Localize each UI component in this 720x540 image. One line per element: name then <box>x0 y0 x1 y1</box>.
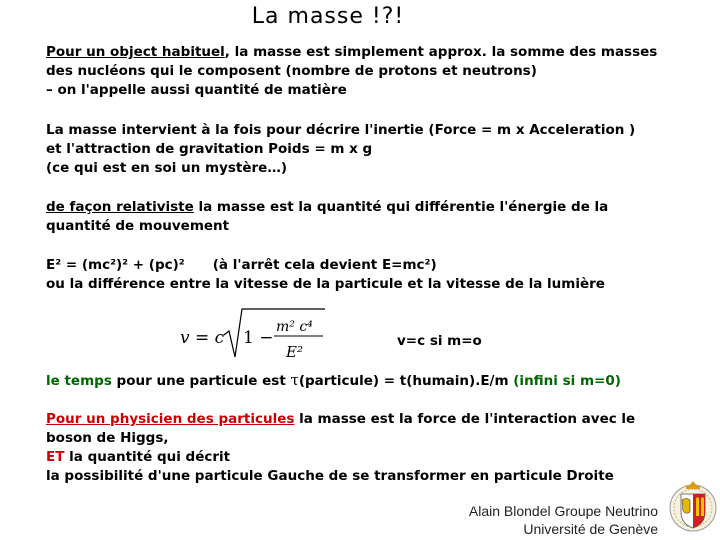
formula-one: 1 − <box>243 328 274 348</box>
formula-lhs: v = c <box>180 328 225 348</box>
tau-symbol: τ <box>290 371 299 389</box>
university-of-geneva-crest-icon <box>668 478 718 538</box>
ordinary-object-heading: Pour un object habituel <box>46 44 225 60</box>
paragraph-relativistic: de façon relativiste la masse est la quantité qui différentie l'énergie de la quantité de mouvement <box>46 199 609 234</box>
footer-institution: Université de Genève <box>523 521 658 537</box>
paragraph-inertia-gravitation: La masse intervient à la fois pour décrire l'inertie (Force = m x Acceleration ) et l'attraction de gravitation Poids = m x g (ce qui est en soi un mystère…) <box>46 122 636 176</box>
paragraph-proper-time: le temps pour une particule est τ(particule) = t(humain).E/m (infini si m=0) <box>46 371 621 389</box>
particle-physicist-heading: Pour un physicien des particules <box>46 411 295 427</box>
footer-author: Alain Blondel Groupe Neutrino <box>468 503 658 519</box>
footer-credit <box>469 502 658 538</box>
paragraph-higgs: Pour un physicien des particules la masse est la force de l'interaction avec le boson de Higgs, ET la quantité qui décrit la possibilité d'une particule Gauche de se transformer en particule Droite <box>46 411 636 484</box>
formula-denominator: E² <box>286 343 303 361</box>
relativistic-heading: de façon relativiste <box>46 199 194 215</box>
formula-numerator: m² c⁴ <box>276 319 313 335</box>
paragraph-ordinary-object: Pour un object habituel, la masse est simplement approx. la somme des masses des nucléons qui le composent (nombre de protons et neutrons) – on l'appelle aussi quantité de matière <box>46 44 658 98</box>
paragraph-energy-equation: E² = (mc²)² + (pc)² (à l'arrêt cela devient E=mc²) ou la différence entre la vitesse de la particule et la vitesse de la lumière <box>46 257 605 292</box>
energy-equation: E² = (mc²)² + (pc)² <box>46 257 185 273</box>
page-title: La masse !?! <box>251 4 405 29</box>
velocity-note: v=c si m=o <box>397 333 482 349</box>
velocity-formula <box>180 305 330 367</box>
